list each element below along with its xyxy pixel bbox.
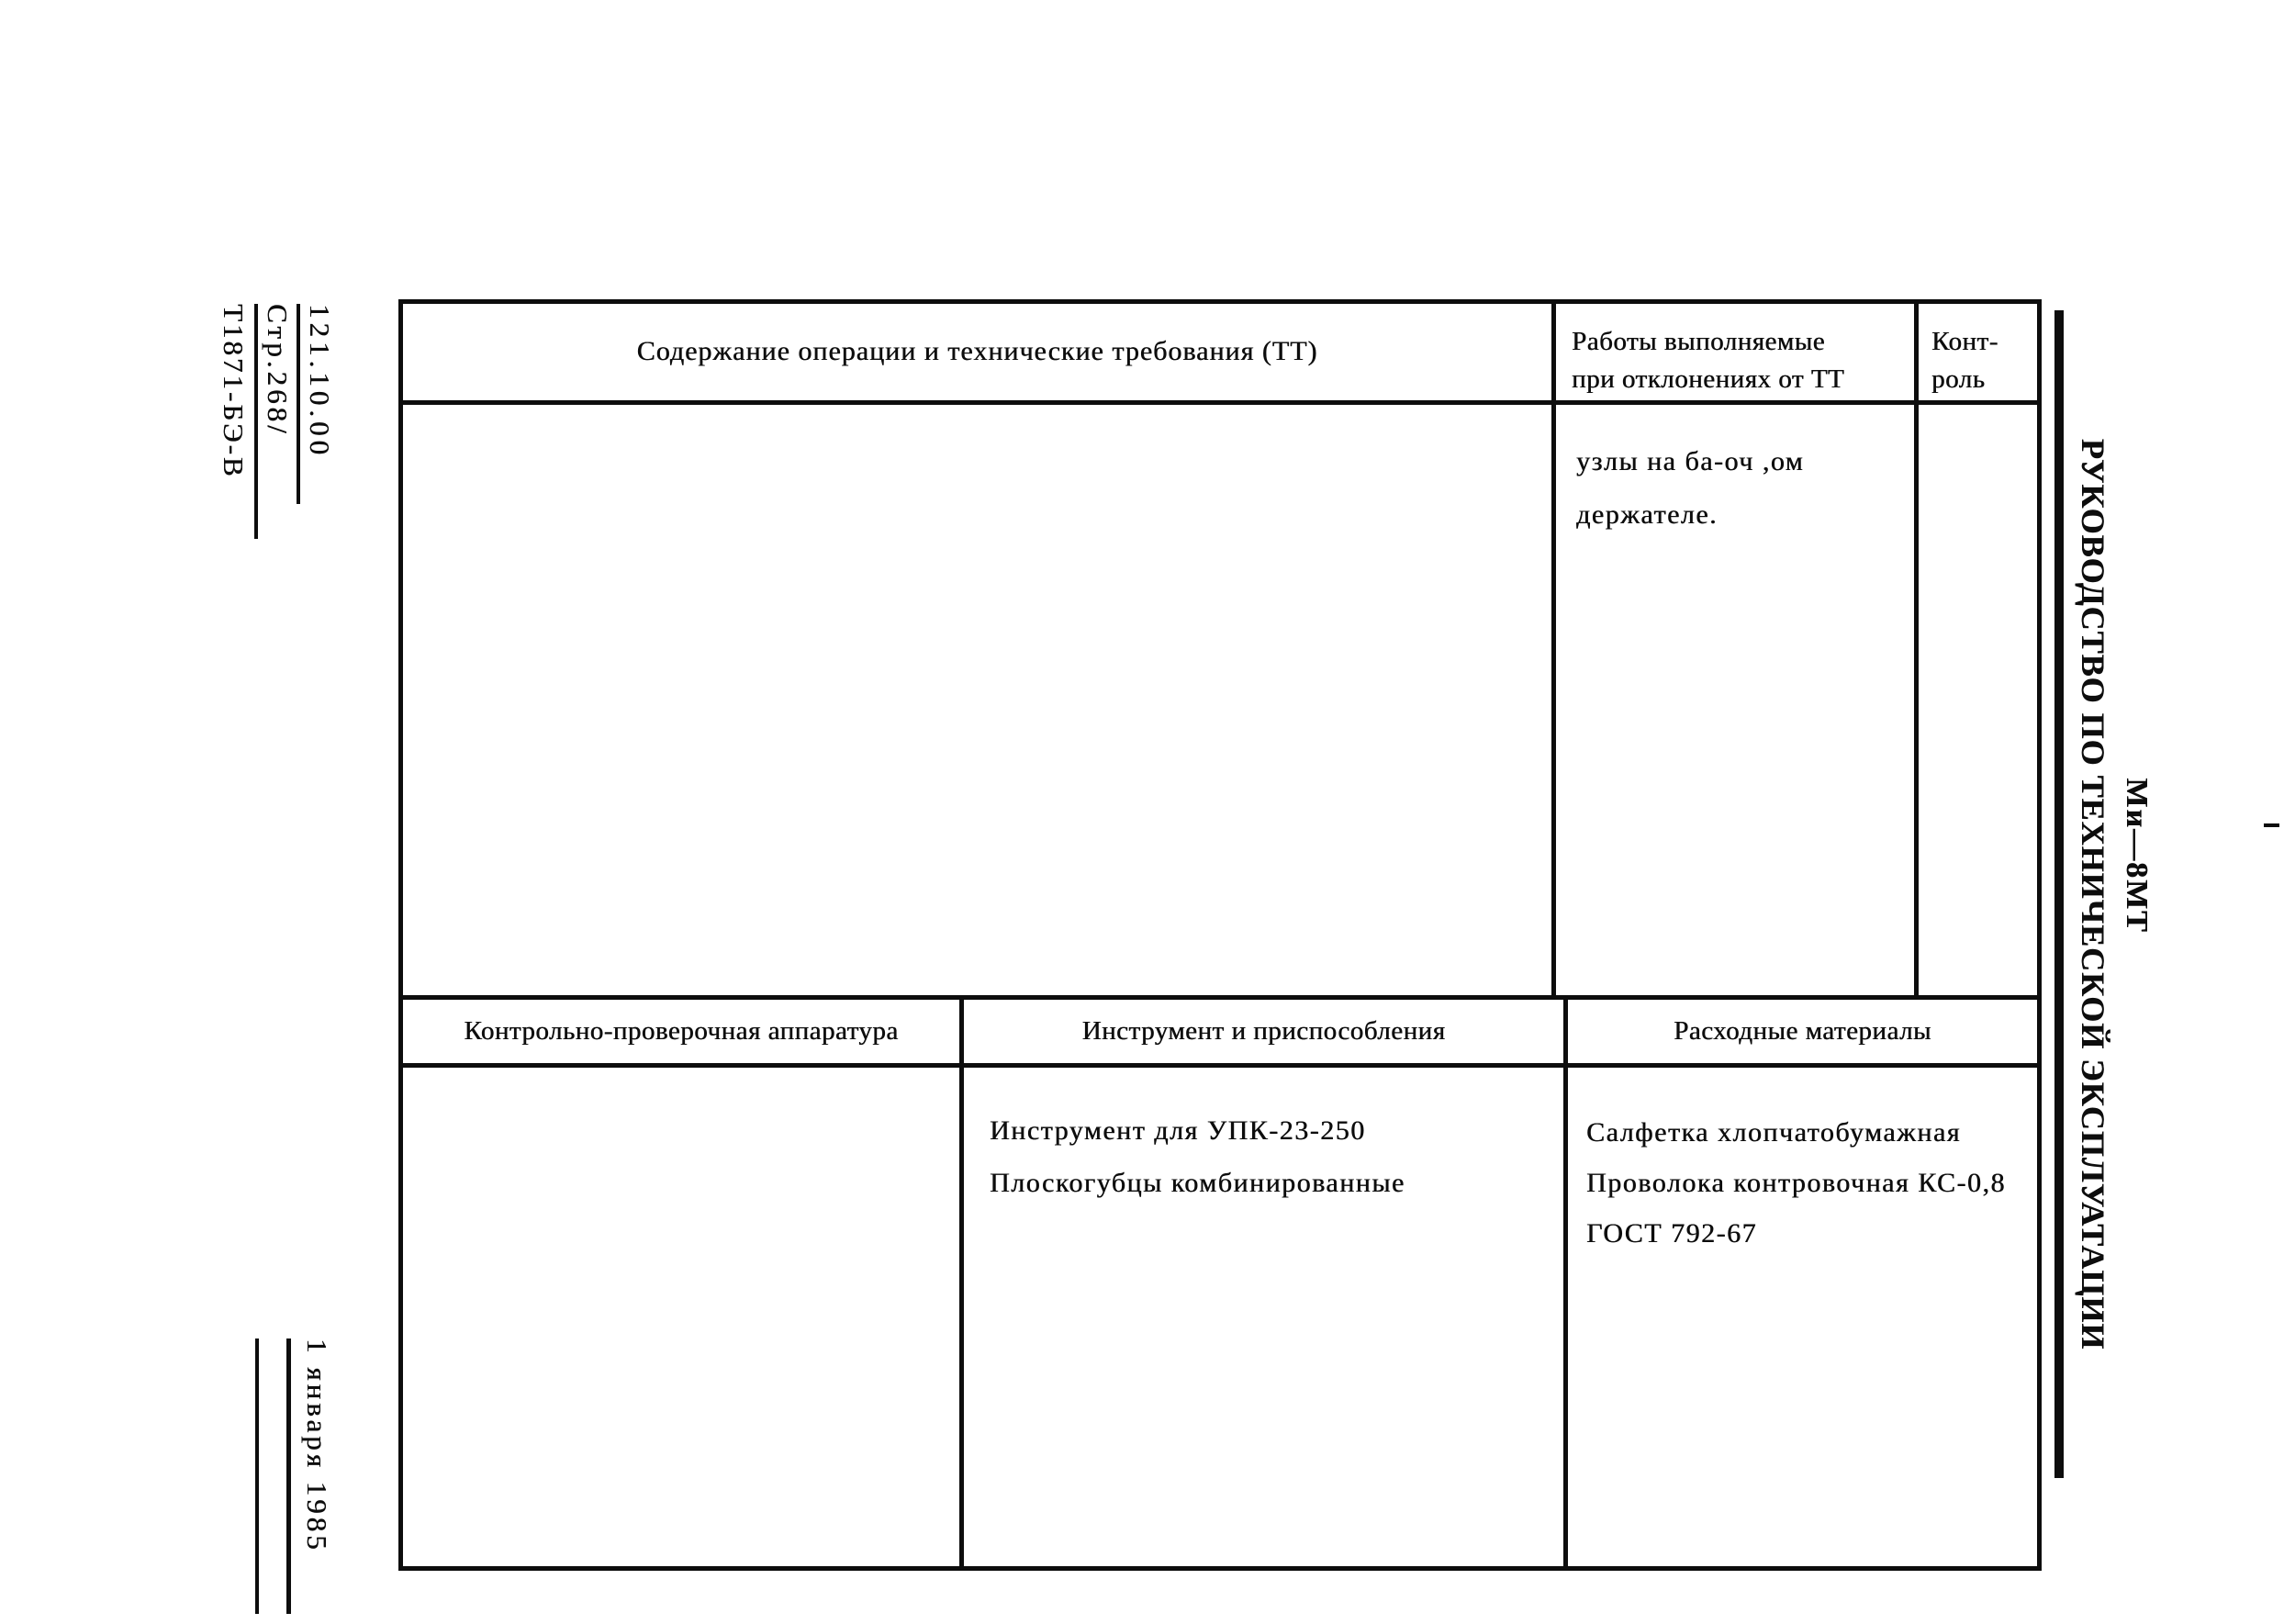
divider-equipment-tools [959,995,964,1566]
column-header-materials-label: Расходные материалы [1674,1016,1931,1046]
deviations-cell-line1: узлы на ба-оч ,ом [1576,446,1805,476]
column-header-operation-label: Содержание операции и технические требования (ТТ) [636,335,1318,366]
divider-operation-deviations [1551,299,1556,1000]
column-header-tools-label: Инструмент и приспособления [1081,1016,1446,1046]
column-header-deviations [1572,323,1844,398]
column-header-deviations-line2: при отклонениях от ТТ [1572,364,1845,394]
scan-artifact-dash [2264,823,2279,827]
column-header-control [1931,323,1998,398]
right-margin-stamp [2054,310,2157,1478]
divider-tools-materials [1563,995,1568,1566]
column-header-control-line2: роль [1931,364,1986,394]
document-number: Т1871-БЭ-В [218,304,250,479]
tools-item-1: Инструмент для УПК-23-250 [990,1115,1366,1146]
column-header-operation [403,304,1551,398]
divider-deviations-control [1914,299,1919,1000]
column-header-control-line1: Конт- [1931,327,1998,356]
materials-item-3: ГОСТ 792-67 [1586,1218,1757,1249]
column-header-materials [1568,1000,2037,1063]
section-code: 121.10.00 [297,304,336,504]
column-header-test-equipment-label: Контрольно-проверочная аппаратура [464,1016,899,1046]
aircraft-model: Ми—8МТ [2120,778,2154,934]
deviations-cell-line2: держателе. [1576,499,1718,530]
column-header-deviations-line1: Работы выполняемые [1572,327,1826,356]
column-header-tools [964,1000,1563,1063]
column-header-test-equipment [403,1000,959,1063]
manual-title: РУКОВОДСТВО ПО ТЕХНИЧЕСКОЙ ЭКСПЛУАТАЦИИ [2075,438,2111,1350]
materials-item-2: Проволока контровочная КС-0,8 [1586,1168,2006,1198]
materials-item-1: Салфетка хлопчатобумажная [1586,1117,1961,1148]
issue-date: 1 января 1985 [286,1338,333,1614]
deviations-cell-text [1576,435,1804,542]
tools-item-2: Плоскогубцы комбинированные [990,1168,1405,1198]
issue-date-stamp [255,1338,333,1614]
bottom-header-bottom-rule [398,1063,2042,1068]
materials-list [1586,1107,2006,1259]
top-header-bottom-rule [398,400,2042,405]
left-margin-stamp [217,304,336,554]
page-reference: Стр.268/ [254,304,297,539]
tools-list [990,1104,1405,1209]
issue-date-underline [255,1338,259,1614]
